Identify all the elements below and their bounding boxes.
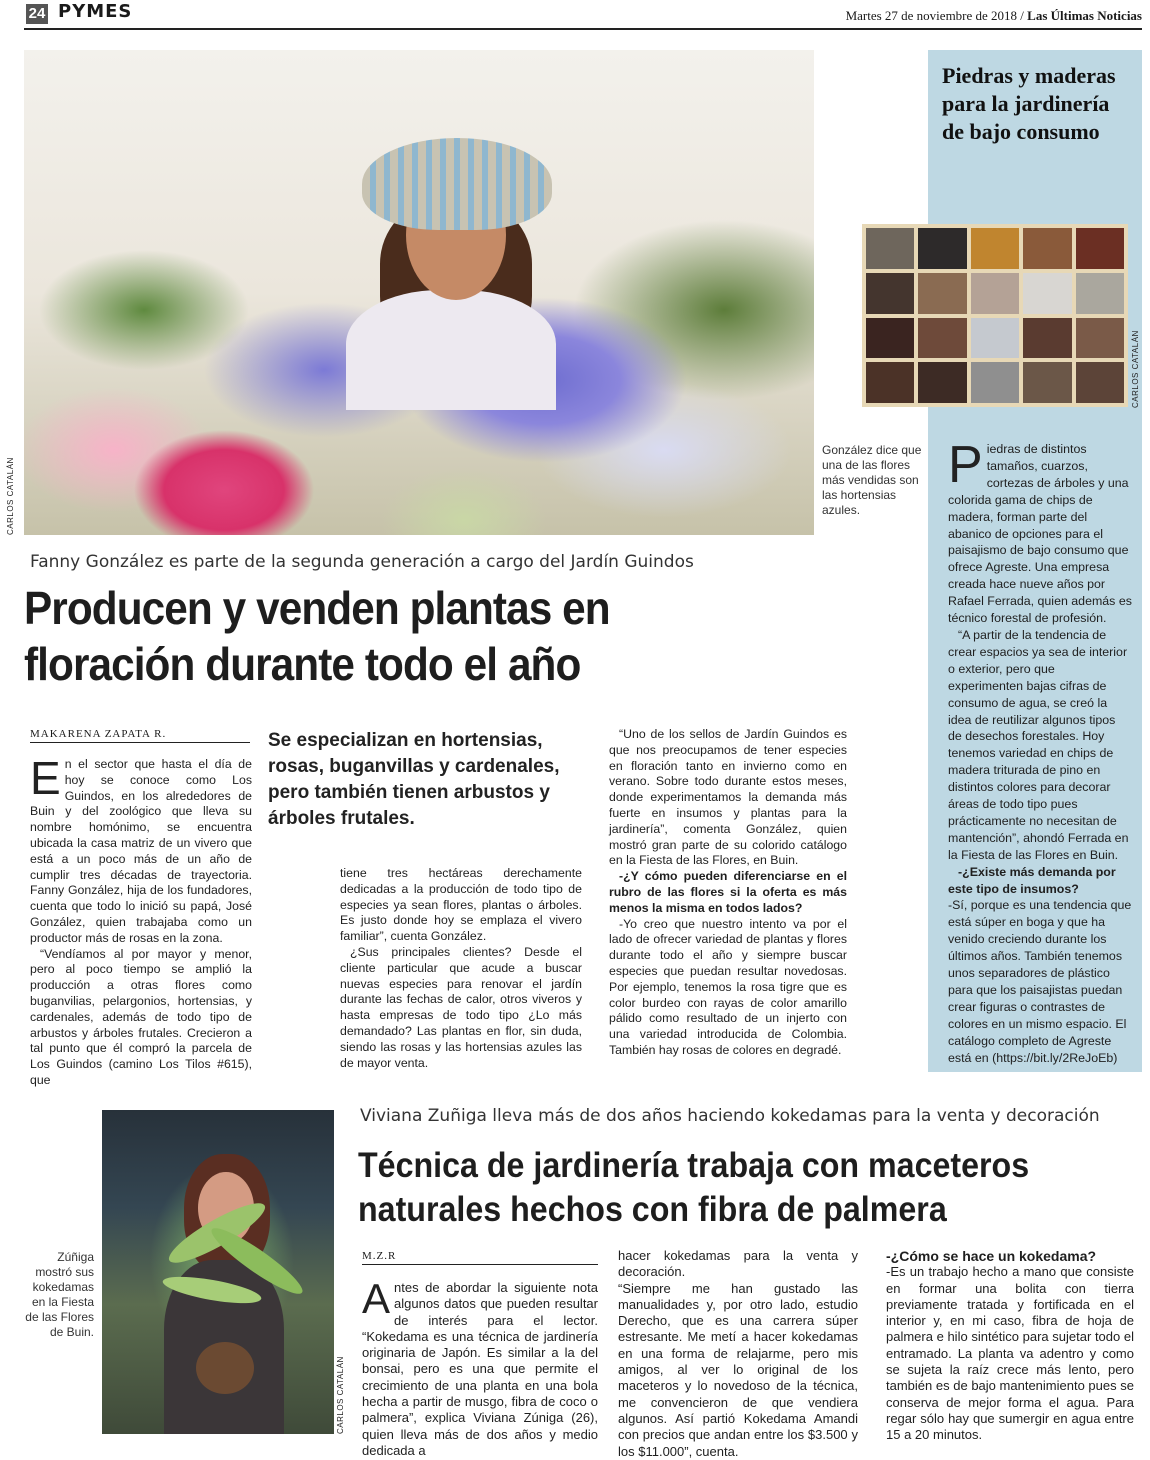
story1-col3-question: -¿Y cómo pueden diferenciarse en el rubro de las flores si la oferta es más menos la misma en todos lados?	[609, 869, 847, 915]
story1-byline-rule	[30, 742, 250, 743]
kokedama-photo	[102, 1110, 334, 1434]
story2-headline-line1: Técnica de jardinería trabaja con maceteros	[358, 1146, 1030, 1185]
story2-col3-question: -¿Cómo se hace un kokedama?	[886, 1248, 1097, 1264]
story1-headline	[24, 580, 834, 692]
story1-headline-line2: floración durante todo el año	[24, 638, 581, 690]
story1-col3-paragraph-1: “Uno de los sellos de Jardín Guindos es que nos preocupamos de tener especies en floración tanto en invierno como en verano. Sobre todo durante estos meses, donde experimentamos la demanda más fuerte en insumos y plantas para la jardinería”, comenta González, quien mostró gran parte de su colorido catálogo en la Fiesta de las Flores, en Buin.	[609, 727, 847, 868]
story1-col1-paragraph-2: “Vendíamos al por mayor y menor, pero al poco tiempo se amplió la producción a otras flores como buganvilias, pelargonios, hortensias, y cardenales, además de todo tipo de arbustos y árboles frutales. Crecieron a tal punto que él compró la parcela de Los Guindos (camino Los Tilos #615), que	[30, 946, 252, 1087]
story1-col2-paragraph-2: ¿Sus principales clientes? Desde el cliente particular que acude a buscar nuevas especies para renovar el jardín durante las fechas de calor, otros viveros y hasta empresas de todo tipo ¿Lo más demandado? Las plantas en flor, sin duda, siendo las rosas y las hortensias azules las de mayor venta.	[340, 944, 582, 1070]
header-rule	[24, 28, 1142, 30]
story1-column-2	[340, 866, 582, 1071]
sidebar-paragraph-1: iedras de distintos tamaños, cuarzos, cortezas de árboles y una colorida gama de chips de madera, forman parte del abanico de opciones para el paisajismo de bajo consumo que ofrece Agreste. Una empresa creada hace nueve años por Rafael Ferrada, quien además es técnico forestal de profesión.	[948, 442, 1132, 626]
sidebar-text	[948, 436, 1132, 1067]
sidebar-title: Piedras y maderas para la jardinería de bajo consumo	[942, 63, 1116, 144]
story2-col2-paragraph-1: hacer kokedamas para la venta y decoración.	[618, 1248, 858, 1280]
story2-kicker: Viviana Zuñiga lleva más de dos años haciendo kokedamas para la venta y decoración	[360, 1106, 1100, 1126]
main-photo-credit: CARLOS CATALÁN	[6, 457, 15, 535]
story1-headline-line1: Producen y venden plantas en	[24, 582, 610, 634]
section-name: PYMES	[58, 1, 133, 22]
newspaper-name: Las Últimas Noticias	[1027, 8, 1142, 23]
story1-byline: MAKARENA ZAPATA R.	[30, 728, 167, 740]
story1-kicker: Fanny González es parte de la segunda generación a cargo del Jardín Guindos	[30, 552, 694, 572]
story1-column-1	[30, 752, 252, 1089]
sidebar-dropcap: P	[948, 436, 983, 494]
story2-column-1	[362, 1275, 598, 1459]
story2-col2-paragraph-2: “Siempre me han gustado las manualidades y, por otro lado, estudio Derecho, que es una carrera súper estresante. Me metí a hacer kokedamas en una forma de relajarme, pero mis amigos, al ver lo original de los maceteros y lo novedoso de la técnica, me convencieron de que vendiera algunos. Así partió Kokedama Amandi con precios que andan entre los $3.500 y los $11.000”, cuenta.	[618, 1280, 858, 1459]
dateline	[846, 8, 1142, 24]
story1-col2-paragraph-1: tiene tres hectáreas derechamente dedicadas a la producción de todo tipo de especies ya sean flores, plantas o árboles. Es justo donde hoy se emplaza el vivero familiar”, cuenta González.	[340, 866, 582, 944]
story2-headline	[358, 1144, 1122, 1232]
story2-column-2	[618, 1248, 858, 1460]
story2-col1-paragraph-1: ntes de abordar la siguiente nota algunos datos que pueden resultar de interés para el lector. “Kokedama es una técnica de jardinería originaria de Japón. Es similar a la del bonsai, pero es una que permite el crecimiento de una planta en una bola hecha a partir de musgo, fibra de coco o palmera”, explica Viviana Zúniga (26), quien lleva más de dos años y medio dedicada a	[362, 1280, 598, 1458]
kokedama-photo-caption: Zúñiga mostró sus kokedamas en la Fiesta de las Flores de Buin.	[25, 1250, 94, 1339]
main-photo	[24, 50, 814, 535]
stones-photo	[862, 224, 1128, 407]
story2-byline-rule	[362, 1264, 598, 1265]
date: Martes 27 de noviembre de 2018 /	[845, 8, 1028, 23]
sidebar-paragraph-2: “A partir de la tendencia de crear espacios ya sea de interior o exterior, pero que experimenten bajas cifras de consumo de agua, se creó la idea de reutilizar algunos tipos de desechos forestales. Hoy tenemos variedad en chips de madera triturada de pino en distintos colores para decorar áreas de todo tipo pues prácticamente no necesitan de mantención”, ahondó Ferrada en la Fiesta de las Flores en Buin.	[948, 627, 1129, 862]
story2-col3-paragraph-1: -Es un trabajo hecho a mano que consiste en formar una bolita con tierra previamente tratada y fortificada en el interior y, en mi caso, fibra de hoja de palmera e hilo sintético para sujetar todo el entramado. La planta va adentro y como se sujeta la raíz crece más lento, pero también es de bajo mantenimiento pues se conserva de mejor forma el agua. Para regar sólo hay que sumergir en agua entre 15 a 20 minutos.	[886, 1264, 1134, 1443]
story2-headline-line2: naturales hechos con fibra de palmera	[358, 1190, 947, 1229]
story1-column-3	[609, 727, 847, 1059]
story2-byline: M.Z.R	[362, 1250, 397, 1262]
page-number: 24	[26, 4, 48, 24]
main-photo-caption: González dice que una de las flores más vendidas son las hortensias azules.	[822, 443, 922, 517]
story2-dropcap: A	[362, 1275, 391, 1322]
sidebar-paragraph-3: -Sí, porque es una tendencia que está súper en boga y que ha venido creciendo durante los últimos años. También tenemos unos separadores de plástico para que los paisajistas puedan crear figuras o contrastes de colores en un mismo espacio. El catálogo completo de Agreste está en (https://bit.ly/2ReJoEb)	[948, 898, 1132, 1065]
story1-deck: Se especializan en hortensias, rosas, buganvillas y cardenales, pero también tienen arbustos y árboles frutales.	[268, 730, 560, 829]
kokedama-photo-credit: CARLOS CATALÁN	[336, 1356, 345, 1434]
story2-column-3	[886, 1248, 1134, 1444]
stones-photo-credit: CARLOS CATALÁN	[1131, 330, 1140, 408]
story1-dropcap: E	[30, 752, 61, 804]
story1-col3-paragraph-2: -Yo creo que nuestro intento va por el lado de ofrecer variedad de plantas y flores durante todo el año y siempre buscar especies que puedan resultar novedosas. Por ejemplo, tenemos la rosa tigre que es color burdeo con rayas de color amarillo pálido como resultado de un injerto con una variedad introducida de Colombia. También hay rosas de colores en degradé.	[609, 916, 847, 1057]
sidebar-question: -¿Existe más demanda por este tipo de insumos?	[948, 864, 1116, 896]
story1-col1-paragraph-1: n el sector que hasta el día de hoy se conoce como Los Guindos, en los alrededores de Buin y del zoológico que lleva su nombre homónimo, se encuentra ubicada la casa matriz de un vivero que está a un poco más de un año de cumplir tres décadas de trayectoria. Fanny González, hija de los fundadores, cuenta que todo lo inició su papá, José González, quien trabajaba como un productor más de rosas en la zona.	[30, 757, 252, 945]
